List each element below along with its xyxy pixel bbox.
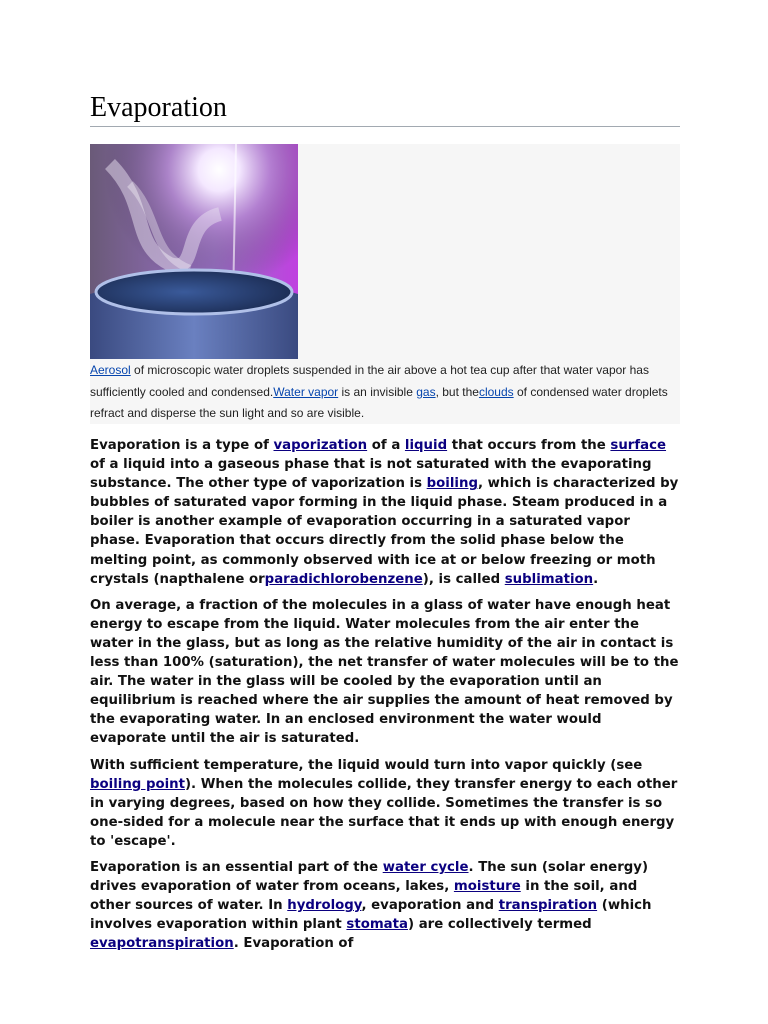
text-run: . Evaporation of [233,936,354,952]
link-transpiration[interactable]: transpiration [498,898,598,914]
text-run: in the soil, and other sources of water. In [90,879,638,914]
link-paradichlorobenzene[interactable]: paradichlorobenzene [264,571,423,587]
text-run: , which is characterized by bubbles of saturated vapor forming in the liquid phase. Steam produced in a boiler is another example of evaporation occurring in a saturated vapor phase. Evaporation that occurs directly from the solid phase below the melting point, as commonly observed with ice at or below freezing or moth crystals (napthalene or [90,476,679,587]
text-run: On average, a fraction of the molecules in a glass of water have enough heat energy to escape from the liquid. Water molecules from the air enter the water in the glass, but as long as the relative humidity of the air in contact is less than 100% (saturation), the net transfer of water molecules will be to the air. The water in the glass will be cooled by the evaporation until an equilibrium is reached where the air supplies the amount of heat removed by the evaporating water. In an enclosed environment the water would evaporate until the air is saturated. [90,597,679,747]
link-surface[interactable]: surface [610,438,667,453]
link-vaporization[interactable]: vaporization [273,438,368,453]
page-title: Evaporation [90,90,680,127]
text-run: of microscopic water droplets suspended in the air above a hot tea cup after that water vapor has sufficiently cooled and condensed. [90,363,649,399]
tea-cup-steam-image [90,144,298,359]
link-hydrology[interactable]: hydrology [287,898,362,914]
link-water-vapor[interactable]: Water vapor [273,384,339,399]
paragraph [90,436,680,589]
text-run: is an invisible [338,384,417,399]
link-stomata[interactable]: stomata [346,917,408,933]
text-run: of a liquid into a gaseous phase that is not saturated with the evaporating substance. The other type of vaporization is [90,457,652,492]
figure-caption [90,360,676,425]
paragraph [90,756,680,851]
text-run: ). When the molecules collide, they transfer energy to each other in varying degrees, based on how they collide. Sometimes the transfer is so one-sided for a molecule near the surface that it ends up with enough energy to 'escape'. [90,776,678,849]
text-run: Evaporation is a type of [90,438,274,453]
text-run: ) are collectively termed [408,917,592,933]
paragraph [90,596,680,749]
text-run: . The sun (solar energy) drives evaporation of water from oceans, lakes, [90,859,649,895]
link-evapotranspiration[interactable]: evapotranspiration [90,936,234,952]
link-water-cycle[interactable]: water cycle [382,859,469,875]
thumbnail-figure [90,144,680,424]
text-run: (which involves evaporation within plant [90,898,652,933]
text-run: of a [367,438,405,453]
link-clouds[interactable]: clouds [478,384,514,399]
article [90,90,680,960]
text-run: that occurs from the [447,438,611,453]
text-run: With sufficient temperature, the liquid would turn into vapor quickly (see [90,757,643,773]
text-run: , but the [435,384,479,399]
link-sublimation[interactable]: sublimation [504,571,594,587]
link-moisture[interactable]: moisture [453,879,521,895]
text-run: . [593,571,599,587]
text-run: Evaporation is an essential part of the [90,859,383,875]
link-aerosol[interactable]: Aerosol [90,363,131,377]
paragraph [90,858,680,953]
text-run: , evaporation and [361,898,499,914]
link-gas[interactable]: gas [416,384,436,399]
link-boiling-point[interactable]: boiling point [90,776,185,792]
link-liquid[interactable]: liquid [404,438,448,453]
link-boiling[interactable]: boiling [426,476,478,492]
article-body [90,436,680,953]
text-run: of condensed water droplets refract and disperse the sun light and so are visible. [90,384,668,420]
text-run: ), is called [422,571,505,587]
